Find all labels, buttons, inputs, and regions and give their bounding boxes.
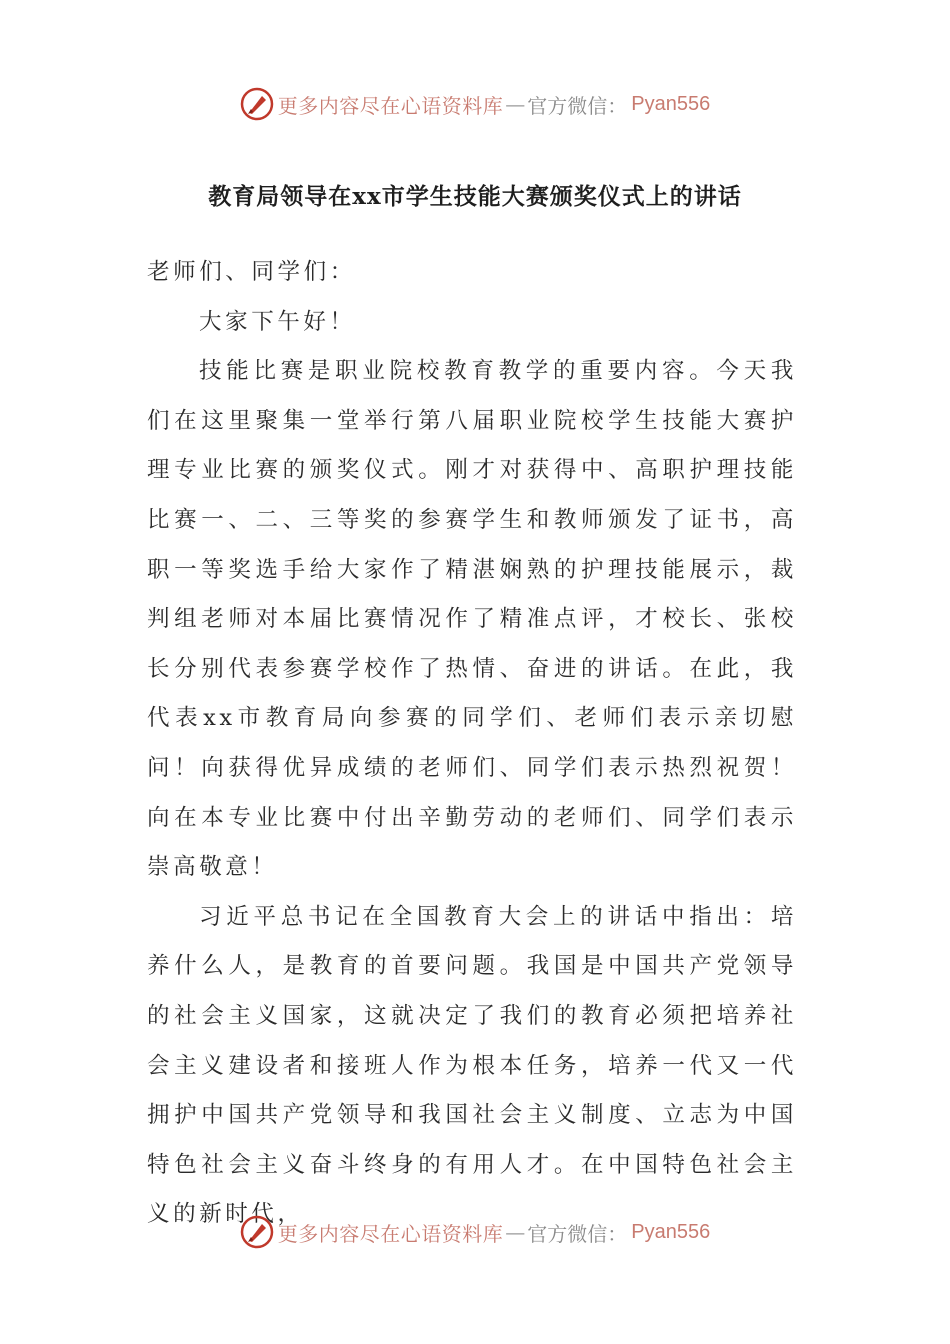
banner-separator: — [505, 1220, 526, 1244]
banner-wechat-id: Pyan556 [631, 92, 711, 115]
document-title: 教育局领导在xx市学生技能大赛颁奖仪式上的讲话 [208, 183, 742, 210]
greeting: 大家下午好！ [199, 308, 356, 335]
banner-wechat-label: 官方微信： [527, 93, 628, 118]
paragraph-2: 习近平总书记在全国教育大会上的讲话中指出：培养什么人，是教育的首要问题。我国是中国共产党领导的社会主义国家，这就决定了我们的教育必须把培养社会主义建设者和接班人作为根本任务，培养一代又一代拥护中国共产党领导和我国社会主义制度、立志为中国特色社会主义奋斗终身的有用人才。在中国特色社会主义的新时代， [147, 903, 797, 1228]
banner-text: 更多内容尽在心语资料库 [277, 1221, 504, 1246]
pen-nib-logo-icon [240, 1215, 274, 1249]
document-body [147, 248, 797, 1240]
banner-wechat-label: 官方微信： [527, 1221, 628, 1246]
paragraph-1: 技能比赛是职业院校教育教学的重要内容。今天我们在这里聚集一堂举行第八届职业院校学生技能大赛护理专业比赛的颁奖仪式。刚才对获得中、高职护理技能比赛一、二、三等奖的参赛学生和教师颁发了证书，高职一等奖选手给大家作了精湛娴熟的护理技能展示，裁判组老师对本届比赛情况作了精准点评，才校长、张校长分别代表参赛学校作了热情、奋进的讲话。在此，我代表xx市教育局向参赛的同学们、老师们表示亲切慰问！向获得优异成绩的老师们、同学们表示热烈祝贺！向在本专业比赛中付出辛勤劳动的老师们、同学们表示崇高敬意！ [147, 358, 797, 881]
footer-banner [0, 1212, 950, 1252]
header-banner [0, 84, 950, 124]
banner-separator: — [505, 92, 526, 116]
salutation: 老师们、同学们： [147, 259, 356, 285]
banner-wechat-id: Pyan556 [631, 1220, 711, 1243]
banner-text: 更多内容尽在心语资料库 [277, 93, 504, 118]
pen-nib-logo-icon [240, 87, 274, 121]
